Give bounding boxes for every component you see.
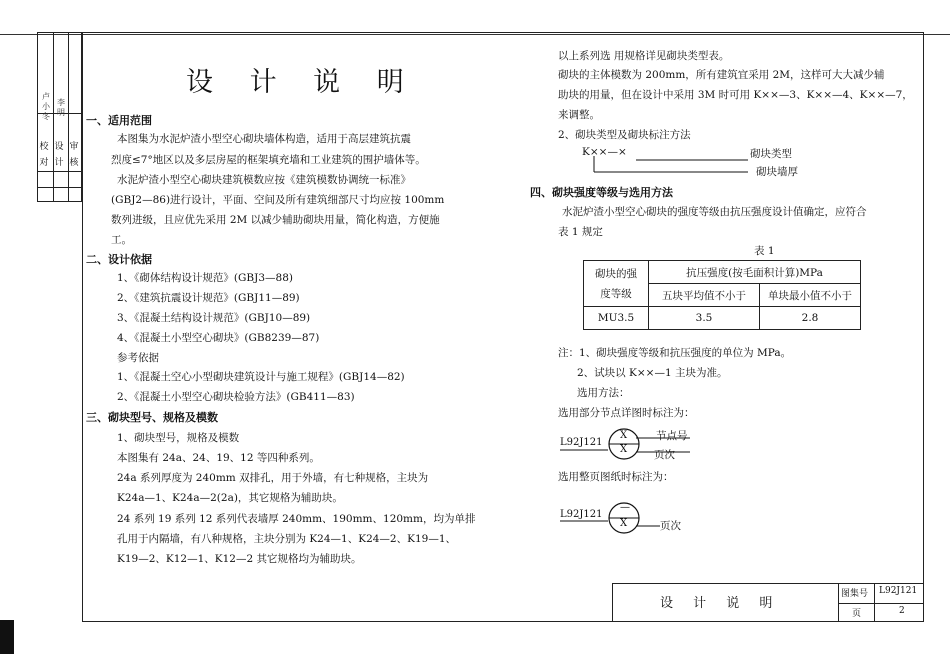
s2-item: 1、《砌体结构设计规范》(GBJ3—88) — [117, 272, 293, 284]
title-block-page-label: 页 — [852, 609, 862, 619]
s1-line: (GBJ2—86)进行设计，平面、空间及所有建筑细部尺寸均应按 100mm — [111, 194, 445, 206]
selection-partial: 选用部分节点详图时标注为： — [558, 407, 695, 419]
side-char-4: 计 — [54, 158, 64, 168]
label-page-1: 页次 — [654, 449, 675, 461]
s3-line: 本图集有 24a、24、19、12 等四种系列。 — [117, 452, 320, 464]
title-block-name: 设 计 说 明 — [660, 596, 781, 611]
detail-symbol-page — [556, 496, 666, 540]
table-cell-grade: MU3.5 — [584, 307, 649, 330]
table-cell-min: 2.8 — [760, 307, 861, 330]
symbol-1-x-top: X — [620, 430, 628, 441]
selection-heading: 选用方法： — [577, 387, 630, 399]
s3-line: 24 系列 19 系列 12 系列代表墙厚 240mm、190mm、120mm，均为单排 — [117, 513, 476, 525]
strength-table — [583, 260, 861, 330]
s1-line: 本图集为水泥炉渣小型空心砌块墙体构造，适用于高层建筑抗震 — [117, 133, 411, 145]
r-line: 2、砌块类型及砌块标注方法 — [558, 129, 691, 141]
section-1-heading: 一、适用范围 — [86, 114, 152, 127]
label-node-number: 节点号 — [656, 430, 688, 442]
title-block-set-label: 图集号 — [841, 589, 869, 599]
s3-line: K24a—1、K24a—2(2a)，其它规格为辅助块。 — [117, 492, 343, 504]
label-page-2: 页次 — [660, 520, 681, 532]
page-title: 设 计 说 明 — [186, 67, 418, 98]
s2-item: 3、《混凝土结构设计规范》(GBJ10—89) — [117, 312, 311, 324]
s4-line: 表 1 规定 — [558, 226, 603, 238]
title-block-page-number: 2 — [899, 606, 905, 616]
s3-line: K19—2、K12—1、K12—2 其它规格均为辅助块。 — [117, 553, 362, 565]
label-block-type: 砌块类型 — [750, 148, 792, 160]
s3-line: 孔用于内隔墙，有八种规格，主块分别为 K24—1、K24—2、K19—1、 — [117, 533, 456, 545]
symbol-2-x: X — [620, 518, 628, 529]
side-char-1: 校 — [39, 142, 49, 152]
note-1: 注：1、砌块强度等级和抗压强度的单位为 MPa。 — [558, 347, 792, 359]
title-block-set-number: L92J121 — [879, 586, 918, 596]
note-2: 2、试块以 K××—1 主块为准。 — [577, 367, 728, 379]
table-header-min: 单块最小值不小于 — [760, 284, 861, 307]
side-char-3: 设 — [54, 142, 64, 152]
table-cell-avg: 3.5 — [649, 307, 760, 330]
ref-code-2: L92J121 — [560, 509, 603, 520]
side-char-5: 审 — [69, 142, 79, 152]
symbol-1-x-bottom: X — [620, 444, 628, 455]
ref-code-1: L92J121 — [560, 437, 603, 448]
r-line: 砌块的主体模数为 200mm，所有建筑宜采用 2M，这样可大大减少辅 — [558, 69, 885, 81]
r-line: 来调整。 — [558, 109, 600, 121]
side-char-2: 对 — [39, 158, 49, 168]
section-2-heading: 二、设计依据 — [86, 253, 152, 266]
r-line: 助块的用量，但在设计中采用 3M 时可用 K××—3、K××—4、K××—7， — [558, 89, 913, 101]
symbol-2-dash: — — [620, 502, 630, 513]
s1-line: 工。 — [111, 234, 132, 246]
s1-line: 水泥炉渣小型空心砌块建筑模数应按《建筑模数协调统一标准》 — [117, 174, 411, 186]
s2-item: 4、《混凝土小型空心砌块》(GB8239—87) — [117, 332, 320, 344]
s3-sub: 1、砌块型号，规格及模数 — [117, 432, 240, 444]
table-header-grade: 砌块的强 度等级 — [584, 261, 649, 307]
signature-1: 卢小冬 — [42, 92, 50, 121]
block-code-leader-lines — [590, 150, 750, 176]
s1-line: 烈度≤7°地区以及多层房屋的框架填充墙和工业建筑的围护墙体等。 — [111, 154, 426, 166]
scan-edge-mark — [0, 620, 14, 654]
s2-item: 2、《建筑抗震设计规范》(GBJ11—89) — [117, 292, 300, 304]
s4-line: 水泥炉渣小型空心砌块的强度等级由抗压强度设计值确定，应符合 — [562, 206, 867, 218]
selection-full: 选用整页图纸时标注为： — [558, 471, 674, 483]
s3-line: 24a 系列厚度为 240mm 双排孔，用于外墙，有七种规格，主块为 — [117, 472, 429, 484]
r-line: 以上系列选 用规格详见砌块类型表。 — [558, 50, 730, 62]
s2-reference-heading: 参考依据 — [117, 352, 159, 364]
signature-2: 李明 — [57, 98, 65, 117]
section-3-heading: 三、砌块型号、规格及模数 — [86, 411, 218, 424]
table-caption: 表 1 — [754, 245, 775, 257]
side-char-6: 核 — [69, 158, 79, 168]
s2-ref-item: 1、《混凝土空心小型砌块建筑设计与施工规程》(GBJ14—82) — [117, 371, 405, 383]
table-header-strength: 抗压强度(按毛面积计算)MPa — [649, 261, 861, 284]
s2-ref-item: 2、《混凝土小型空心砌块检验方法》(GB411—83) — [117, 391, 355, 403]
table-header-avg: 五块平均值不小于 — [649, 284, 760, 307]
section-4-heading: 四、砌块强度等级与选用方法 — [530, 186, 673, 199]
label-block-thickness: 砌块墙厚 — [756, 166, 798, 178]
s1-line: 数列进级，且应优先采用 2M 以减少辅助砌块用量，简化构造，方便施 — [111, 214, 440, 226]
block-code-notation: K××—× — [582, 146, 627, 158]
